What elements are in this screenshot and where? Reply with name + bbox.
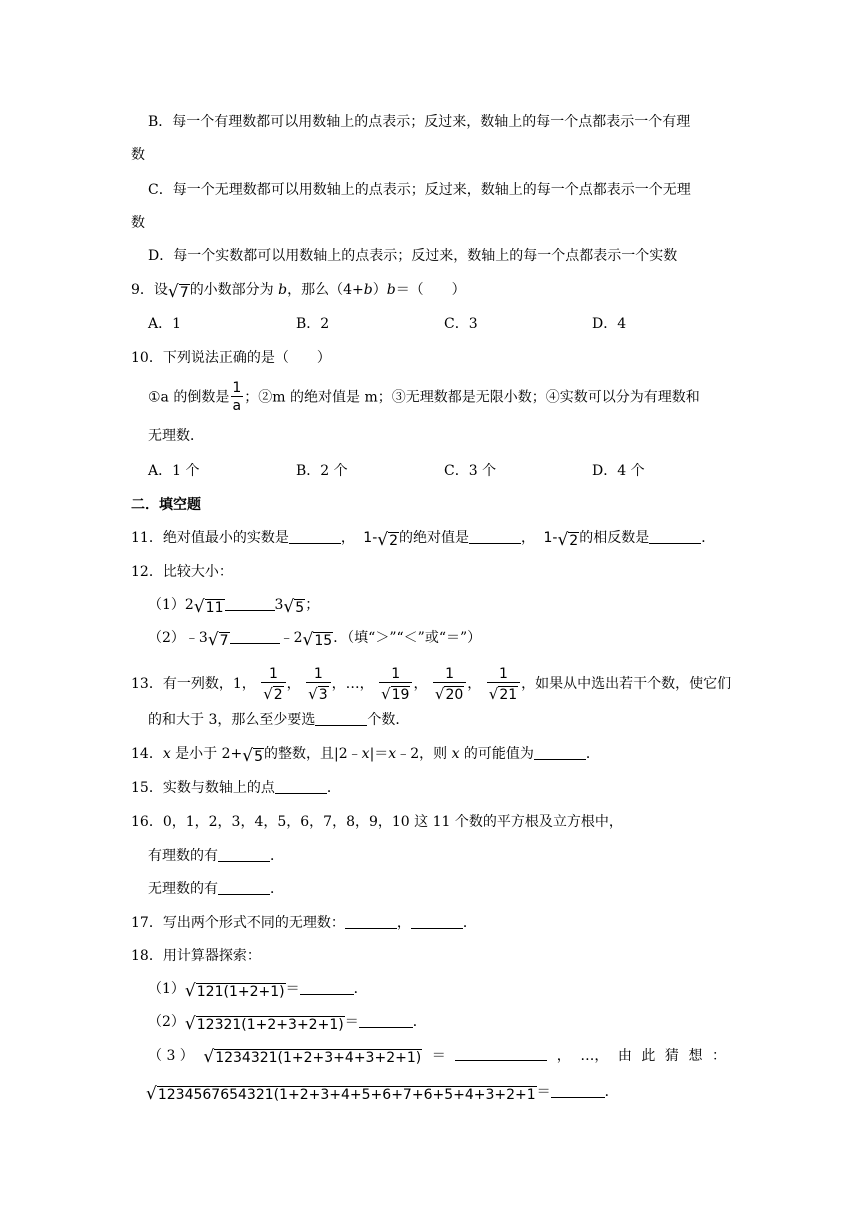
answer-blank — [469, 529, 521, 544]
answer-blank — [218, 847, 270, 862]
q9-stem: 9．设 √ 7 的小数部分为 b，那么（4+b）b＝（ ） — [131, 282, 466, 302]
answer-blank — [300, 980, 354, 995]
q16-stem: 16．0，1，2，3，4，5，6，7，8，9，10 这 11 个数的平方根及立方根中， — [131, 814, 623, 830]
answer-blank — [289, 529, 341, 544]
q13-line2: 的和大于 3，那么至少要选 个数． — [148, 712, 410, 728]
q10-statements-line1: ①a 的倒数是 $\frac{1}{a}$ ；②m 的绝对值是 m；③无理数都是无限小数；④实数可以分为有理数和 — [148, 380, 700, 414]
q16-irrational: 无理数的有 ． — [148, 881, 284, 897]
q10-statements-line2: 无理数． — [148, 428, 204, 444]
q8-option-c-line1: C．每一个无理数都可以用数轴上的点表示；反过来，数轴上的每一个点都表示一个无理 — [148, 182, 691, 198]
q9-option-a: A．1 — [148, 316, 182, 332]
q9-option-d: D．4 — [592, 316, 627, 332]
q13-line1: 13．有一列数，1， 1 √ 2 ， 1 √ 3 ，…， 1 √ 19 ， 1 √ 20 ， 1 √ 21 ，如果从中选出若干个数，使它们 — [131, 665, 732, 703]
answer-blank — [230, 629, 280, 644]
sqrt-11: √ 11 — [193, 597, 224, 617]
sqrt-expression: √ 121(1+2+1) — [184, 981, 285, 1001]
answer-blank — [411, 914, 463, 929]
sqrt-7: √ 7 — [207, 630, 229, 650]
q10-option-a: A．1 个 — [148, 463, 200, 479]
sqrt-2: √ 2 — [557, 530, 579, 550]
q8-option-b-line1: B．每一个有理数都可以用数轴上的点表示；反过来，数轴上的每一个点都表示一个有理 — [148, 114, 691, 130]
sqrt-expression: √ 1234321(1+2+3+4+3+2+1) — [203, 1047, 422, 1067]
fraction-1-over-sqrt20: 1 √ 20 — [433, 666, 466, 703]
fraction-1-over-sqrt2: 1 √ 2 — [261, 666, 285, 703]
q8-option-b-line2: 数 — [131, 147, 145, 163]
fraction-one-over-a: $\frac{1}{a}$ — [232, 380, 242, 414]
answer-blank — [359, 1013, 413, 1028]
q8-option-c-line2: 数 — [131, 215, 145, 231]
answer-blank — [551, 1083, 605, 1098]
q16-rational: 有理数的有 ． — [148, 848, 284, 864]
q10-stem: 10．下列说法正确的是（ ） — [131, 350, 331, 366]
section-title-fill-in: 二．填空题 — [131, 497, 201, 513]
answer-blank — [275, 779, 327, 794]
fraction-1-over-sqrt3: 1 √ 3 — [306, 666, 330, 703]
sqrt-7: √ 7 — [167, 282, 189, 302]
sqrt-expression: √ 12321(1+2+3+2+1) — [184, 1014, 344, 1034]
answer-blank — [345, 914, 397, 929]
q12-part1: （1）2 √ 11 3 √ 5 ； — [148, 597, 320, 617]
sqrt-15: √ 15 — [302, 630, 333, 650]
q8-option-d: D．每一个实数都可以用数轴上的点表示；反过来，数轴上的每一个点都表示一个实数 — [148, 248, 678, 264]
fraction-1-over-sqrt21: 1 √ 21 — [487, 666, 520, 703]
fraction-1-over-sqrt19: 1 √ 19 — [379, 666, 412, 703]
sqrt-5: √ 5 — [283, 597, 305, 617]
q12-stem: 12．比较大小： — [131, 564, 233, 580]
answer-blank — [315, 711, 367, 726]
sqrt-expression: √ 1234567654321(1+2+3+4+5+6+7+6+5+4+3+2+1 — [146, 1084, 536, 1104]
q18-part1: （1） √ 121(1+2+1) ＝ ． — [148, 981, 368, 1001]
q9-option-c: C．3 — [444, 316, 478, 332]
q10-option-b: B．2 个 — [296, 463, 348, 479]
answer-blank — [649, 529, 701, 544]
q10-option-c: C．3 个 — [444, 463, 497, 479]
q12-part2: （2）﹣3 √ 7 ﹣2 √ 15 ．（填“＞”“＜”或“＝”） — [148, 630, 482, 650]
sqrt-2: √ 2 — [377, 530, 399, 550]
answer-blank — [534, 745, 586, 760]
answer-blank — [225, 596, 275, 611]
sqrt-5: √ 5 — [242, 746, 264, 766]
q14: 14．x 是小于 2+ √ 5 的整数，且|2﹣x|＝x﹣2，则 x 的可能值为 ． — [131, 746, 600, 766]
q15: 15．实数与数轴上的点 ． — [131, 780, 341, 796]
q10-option-d: D．4 个 — [592, 463, 645, 479]
q18-stem: 18．用计算器探索： — [131, 948, 261, 964]
q11: 11．绝对值最小的实数是 ， 1- √ 2 的绝对值是 ， 1- √ 2 的相反数是 ． — [131, 530, 716, 550]
answer-blank — [455, 1046, 547, 1061]
q17: 17．写出两个形式不同的无理数： ， ． — [131, 915, 477, 931]
q18-part3: （ 3 ） √ 1234321(1+2+3+4+3+2+1) ＝ ， …， 由 此 猜 想 ： — [148, 1047, 726, 1067]
q18-part2: （2） √ 12321(1+2+3+2+1) ＝ ． — [148, 1014, 427, 1034]
q18-final: √ 1234567654321(1+2+3+4+5+6+7+6+5+4+3+2+1 ＝ ． — [146, 1084, 619, 1104]
answer-blank — [218, 880, 270, 895]
q9-option-b: B．2 — [296, 316, 330, 332]
